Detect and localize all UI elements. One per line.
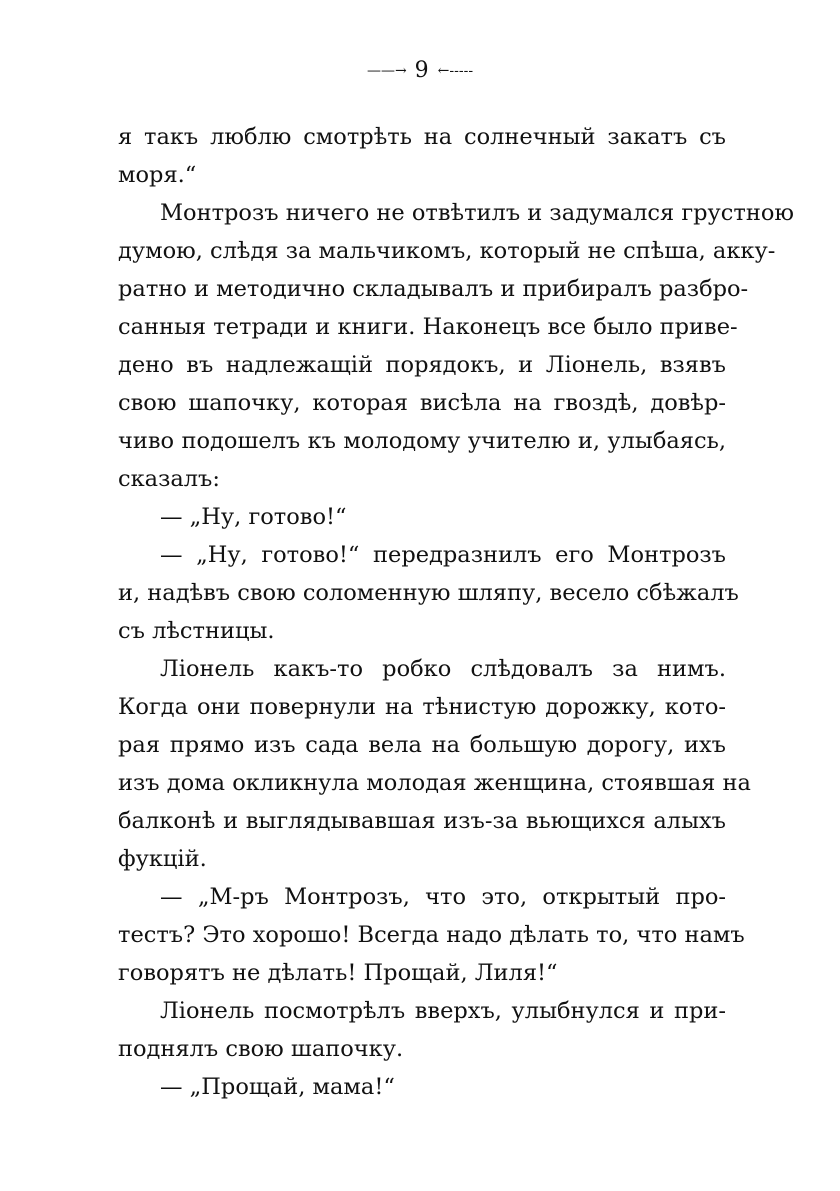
text-line: сказалъ: <box>118 466 220 492</box>
text-line: Когда они повернули на тѣнистую дорожку, кото- <box>118 694 726 720</box>
page-header <box>0 58 840 83</box>
text-line: я такъ люблю смотрѣть на солнечный закатъ съ <box>118 124 726 150</box>
text-line: чиво подошелъ къ молодому учителю и, улыбаясь, <box>118 428 726 454</box>
page-body <box>118 118 794 1106</box>
text-line: рая прямо изъ сада вела на большую дорогу, ихъ <box>118 732 726 758</box>
text-line: санныя тетради и книги. Наконецъ все было приве- <box>118 314 738 340</box>
text-line: дено въ надлежащій порядокъ, и Ліонель, взявъ <box>118 352 726 378</box>
text-line: Ліонель какъ-то робко слѣдовалъ за нимъ. <box>160 656 726 682</box>
text-line: — „М-ръ Монтрозъ, что это, открытый про- <box>160 884 726 910</box>
text-line: свою шапочку, которая висѣла на гвоздѣ, довѣр- <box>118 390 726 416</box>
text-line: — „Прощай, мама!“ <box>160 1074 395 1100</box>
text-line: Ліонель посмотрѣлъ вверхъ, улыбнулся и при- <box>160 998 726 1024</box>
text-line: поднялъ свою шапочку. <box>118 1036 404 1062</box>
page-number: 9 <box>414 58 430 83</box>
left-ornament: ——→ <box>366 63 407 79</box>
text-line: тестъ? Это хорошо! Всегда надо дѣлать то, что намъ <box>118 922 745 948</box>
text-line: изъ дома окликнула молодая женщина, стоявшая на <box>118 770 751 796</box>
text-line: фукцій. <box>118 846 207 872</box>
text-line: Монтрозъ ничего не отвѣтилъ и задумался грустною <box>160 200 794 226</box>
text-line: съ лѣстницы. <box>118 618 275 644</box>
text-line: моря.“ <box>118 162 197 188</box>
right-ornament: ←----- <box>437 63 474 79</box>
text-line: — „Ну, готово!“ передразнилъ его Монтрозъ <box>160 542 726 568</box>
text-line: думою, слѣдя за мальчикомъ, который не спѣша, акку- <box>118 238 776 264</box>
text-line: и, надѣвъ свою соломенную шляпу, весело сбѣжалъ <box>118 580 739 606</box>
text-line: балконѣ и выглядывавшая изъ-за вьющихся алыхъ <box>118 808 726 834</box>
text-line: — „Ну, готово!“ <box>160 504 347 530</box>
text-line: говорятъ не дѣлать! Прощай, Лиля!“ <box>118 960 558 986</box>
text-line: ратно и методично складывалъ и прибиралъ разбро- <box>118 276 749 302</box>
